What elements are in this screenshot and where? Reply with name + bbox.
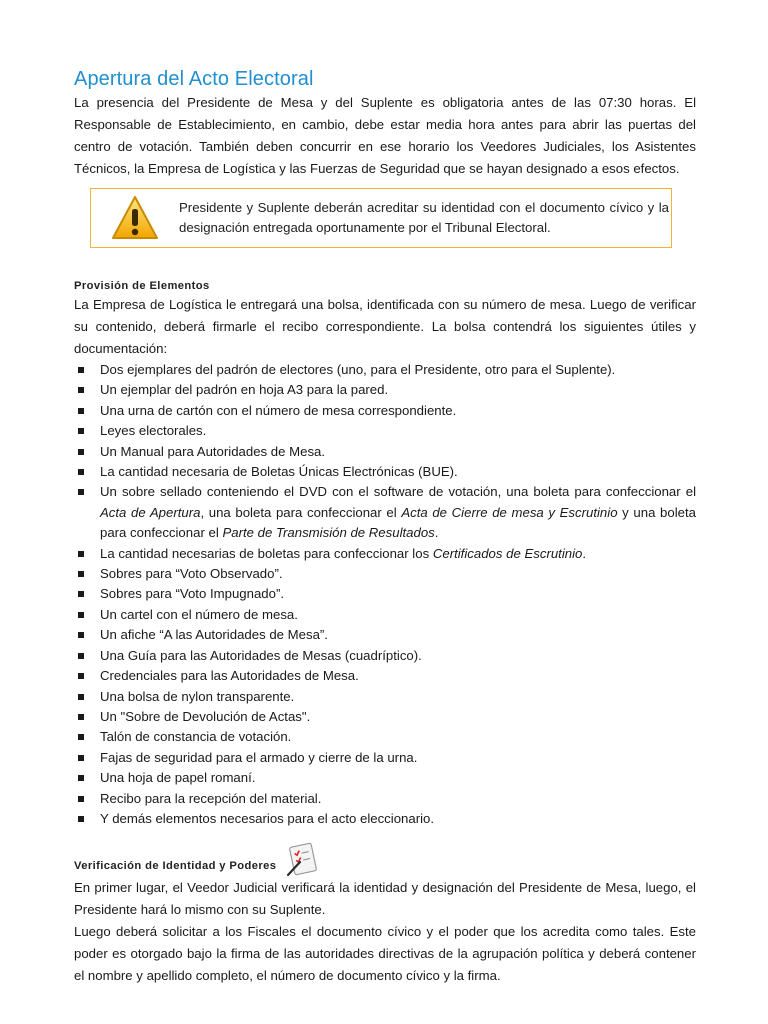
verification-paragraph-2: Luego deberá solicitar a los Fiscales el documento cívico y el poder que los acredita como tales. Este poder es otorgado bajo la firma de las autoridades directivas de la agrupación política y deberá contener el nombre y apellido completo, el número de documento cívico y la firma.: [74, 924, 696, 984]
list-item: Leyes electorales.: [74, 421, 696, 441]
list-item: Y demás elementos necesarios para el acto eleccionario.: [74, 809, 696, 829]
checklist-icon: [284, 842, 324, 878]
list-item: Una Guía para las Autoridades de Mesas (cuadríptico).: [74, 646, 696, 666]
list-item: Una bolsa de nylon transparente.: [74, 687, 696, 707]
list-item: Sobres para “Voto Impugnado”.: [74, 584, 696, 604]
sobre-text-e: y una boleta para confeccionar el: [100, 504, 696, 541]
list-item: Sobres para “Voto Observado”.: [74, 564, 696, 584]
provision-intro: La Empresa de Logística le entregará una bolsa, identificada con su número de mesa. Luego de verificar su contenido, deberá firmarle el recibo correspondiente. La bolsa contendrá los siguientes útiles y documentación:: [74, 297, 696, 356]
list-item: Un "Sobre de Devolución de Actas".: [74, 707, 696, 727]
list-item: Credenciales para las Autoridades de Mesa.: [74, 666, 696, 686]
list-item: Un ejemplar del padrón en hoja A3 para la pared.: [74, 380, 696, 400]
list-item-cert: [74, 544, 696, 564]
warning-box: [90, 188, 672, 248]
sobre-text-a: Un sobre sellado conteniendo el DVD con el software de votación, una boleta para confeccionar el: [100, 484, 696, 500]
document-page: [74, 66, 696, 987]
cert-text-c: .: [582, 545, 587, 561]
acta-apertura: Acta de Apertura: [100, 504, 201, 520]
verification-heading: Verificación de Identidad y Poderes: [74, 860, 277, 873]
verification-paragraph-1: En primer lugar, el Veedor Judicial verificará la identidad y designación del Presidente de Mesa, luego, el Presidente hará lo mismo con su Suplente.: [74, 880, 696, 918]
list-item: Un Manual para Autoridades de Mesa.: [74, 442, 696, 462]
list-item: Recibo para la recepción del material.: [74, 789, 696, 809]
list-item: Una hoja de papel romaní.: [74, 768, 696, 788]
section-title: Apertura del Acto Electoral: [74, 68, 314, 90]
parte-transmision: Parte de Transmisión de Resultados: [222, 525, 435, 541]
sobre-text-g: .: [434, 525, 439, 541]
list-item: La cantidad necesaria de Boletas Únicas Electrónicas (BUE).: [74, 462, 696, 482]
list-item: Fajas de seguridad para el armado y cierre de la urna.: [74, 748, 696, 768]
list-item-sobre: [74, 482, 696, 543]
list-item: Un cartel con el número de mesa.: [74, 605, 696, 625]
sobre-text-c: , una boleta para confeccionar el: [200, 504, 402, 520]
provision-list: [74, 360, 696, 829]
list-item: Talón de constancia de votación.: [74, 727, 696, 747]
cert-text-a: La cantidad necesarias de boletas para confeccionar los: [100, 545, 433, 561]
intro-paragraph: La presencia del Presidente de Mesa y del Suplente es obligatoria antes de las 07:30 horas. El Responsable de Establecimiento, en cambio, debe estar media hora antes para abrir las puertas del centro de votación. También deben concurrir en ese horario los Veedores Judiciales, los Asistentes Técnicos, la Empresa de Logística y las Fuerzas de Seguridad que se hayan designado a esos efectos.: [74, 95, 696, 176]
provision-heading: Provisión de Elementos: [74, 280, 210, 292]
list-item: Una urna de cartón con el número de mesa correspondiente.: [74, 401, 696, 421]
warning-text: Presidente y Suplente deberán acreditar su identidad con el documento cívico y la designación entregada oportunamente por el Tribunal Electoral.: [179, 200, 669, 235]
certificados-escrutinio: Certificados de Escrutinio: [432, 545, 583, 561]
verification-header: [74, 843, 696, 877]
list-item: Un afiche “A las Autoridades de Mesa”.: [74, 625, 696, 645]
list-item: Dos ejemplares del padrón de electores (uno, para el Presidente, otro para el Suplente).: [74, 360, 696, 380]
warning-icon: [111, 194, 159, 242]
acta-cierre: Acta de Cierre de mesa y Escrutinio: [401, 504, 618, 520]
